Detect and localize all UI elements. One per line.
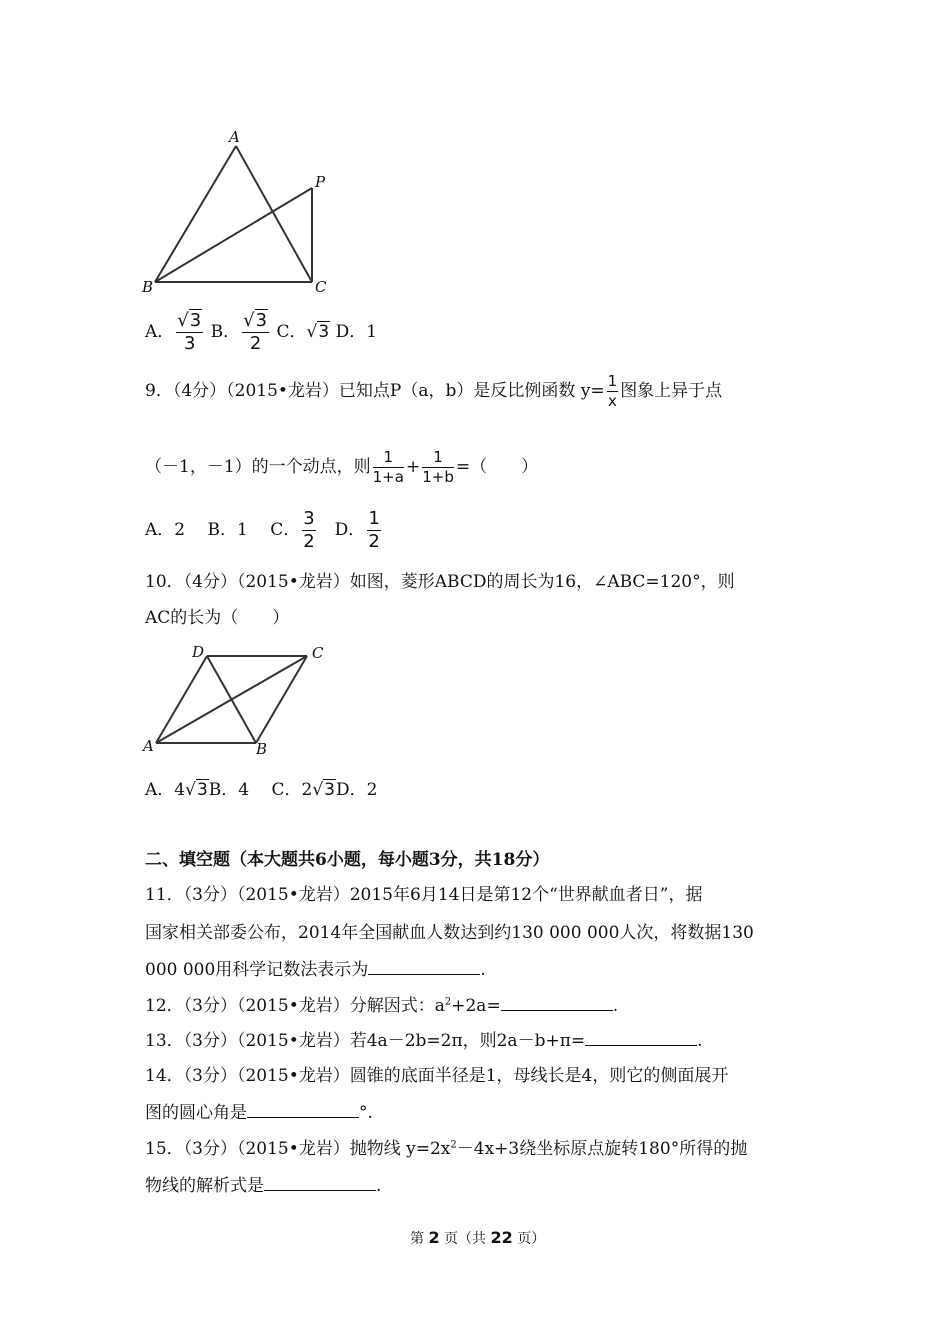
q14-line2 bbox=[145, 1098, 373, 1123]
q11-line2: 国家相关部委公布，2014年全国献血人数达到约130 000 000人次，将数据130 bbox=[145, 923, 754, 943]
q10-option-a: A．4 bbox=[145, 780, 186, 800]
q14-line1: 14．（3分）（2015•龙岩）圆锥的底面半径是1，母线长是4，则它的侧面展开 bbox=[145, 1066, 729, 1086]
total-page-count: 22 bbox=[490, 1228, 513, 1247]
q14-end: °. bbox=[359, 1103, 373, 1123]
vertex-label-p: P bbox=[315, 173, 326, 191]
q11-end: . bbox=[480, 960, 486, 980]
segment-cb bbox=[256, 656, 307, 743]
q9-line2-prefix: （－1，－1）的一个动点，则 bbox=[145, 457, 371, 477]
q9-text-suffix: 图象上异于点 bbox=[620, 381, 723, 401]
q12-text-suffix: +2a= bbox=[451, 996, 501, 1016]
q14-line2-text: 图的圆心角是 bbox=[145, 1103, 247, 1123]
q15-line2 bbox=[145, 1171, 381, 1196]
q9-options-abc: A．2 B．1 C． bbox=[145, 520, 301, 540]
q9-line1 bbox=[145, 374, 722, 409]
q9-function-fraction: $\frac{1}{x}$ bbox=[607, 372, 618, 410]
section-heading-fill-in: 二、填空题（本大题共6小题，每小题3分，共18分） bbox=[145, 850, 550, 870]
q9-option-d-label: D． bbox=[317, 520, 366, 540]
q13-end: . bbox=[697, 1031, 703, 1051]
current-page-number: 2 bbox=[428, 1228, 440, 1247]
q10-option-c-root: √3 bbox=[312, 780, 335, 800]
diagonal-db bbox=[207, 656, 256, 743]
q10-options-bc: B．4 C．2 bbox=[208, 780, 313, 800]
q11-line3 bbox=[145, 955, 486, 980]
q13-answer-blank[interactable] bbox=[585, 1029, 697, 1046]
q11-answer-blank[interactable] bbox=[368, 958, 480, 975]
q15-text: 15．（3分）（2015•龙岩）抛物线 y=2x bbox=[145, 1139, 451, 1159]
q9-line2 bbox=[145, 450, 538, 485]
vertex-label-c: C bbox=[312, 644, 324, 662]
q9-fraction-2: $\frac{1}{1+b}$ bbox=[422, 448, 454, 486]
q12-exponent: 2 bbox=[444, 996, 452, 1008]
q15-line2-text: 物线的解析式是 bbox=[145, 1176, 264, 1196]
q14-answer-blank[interactable] bbox=[247, 1101, 359, 1118]
q15-answer-blank[interactable] bbox=[264, 1174, 376, 1191]
vertex-label-d: D bbox=[192, 643, 205, 661]
q12-line bbox=[145, 991, 618, 1016]
q8-option-d-label: D． bbox=[335, 322, 367, 342]
triangle-figure-q8 bbox=[130, 120, 350, 300]
q12-end: . bbox=[612, 996, 619, 1016]
q9-options bbox=[145, 510, 383, 551]
q10-option-a-root: √3 bbox=[185, 780, 208, 800]
segment-ac bbox=[236, 146, 312, 282]
q8-option-a-label: A． bbox=[145, 322, 175, 342]
q10-line2: AC的长为（ ） bbox=[145, 608, 290, 628]
segment-ab bbox=[155, 146, 236, 282]
q8-option-c-label: C． bbox=[276, 322, 307, 342]
q10-option-d: D．2 bbox=[335, 780, 378, 800]
page-footer: 第 2 页（共 22 页） bbox=[410, 1228, 546, 1247]
segment-ad bbox=[156, 656, 207, 743]
vertex-label-b: B bbox=[256, 740, 268, 758]
rhombus-figure-q10 bbox=[135, 635, 335, 765]
q8-option-c-root: √3 bbox=[306, 322, 330, 342]
q9-option-d-fraction: $\frac{1}{2}$ bbox=[368, 508, 380, 552]
q15-line1 bbox=[145, 1134, 747, 1159]
q13-text: 13．（3分）（2015•龙岩）若4a－2b=2π，则2a－b+π= bbox=[145, 1031, 586, 1051]
q11-line1: 11．（3分）（2015•龙岩）2015年6月14日是第12个“世界献血者日”，据 bbox=[145, 885, 703, 905]
q11-line3-text: 000 000用科学记数法表示为 bbox=[145, 960, 369, 980]
vertex-label-c: C bbox=[315, 278, 327, 296]
q9-plus: + bbox=[405, 457, 421, 477]
q9-option-c-fraction: $\frac{3}{2}$ bbox=[303, 508, 315, 552]
q12-text: 12．（3分）（2015•龙岩）分解因式：a bbox=[145, 996, 445, 1016]
vertex-label-a: A bbox=[143, 737, 154, 755]
q9-fraction-1: $\frac{1}{1+a}$ bbox=[372, 448, 404, 486]
vertex-label-b: B bbox=[142, 278, 154, 296]
q10-line1: 10．（4分）（2015•龙岩）如图，菱形ABCD的周长为16，∠ABC=120°，则 bbox=[145, 572, 735, 592]
vertex-label-a: A bbox=[229, 128, 240, 146]
q15-text-suffix: －4x+3绕坐标原点旋转180°所得的抛 bbox=[456, 1139, 748, 1159]
q8-option-b-fraction: $\frac{√3}{2}$ bbox=[243, 310, 268, 354]
q8-option-a-fraction: $\frac{√3}{3}$ bbox=[177, 310, 202, 354]
q8-option-d-value: 1 bbox=[366, 322, 378, 342]
q10-options bbox=[145, 775, 377, 800]
q12-answer-blank[interactable] bbox=[501, 994, 613, 1011]
q9-text-prefix: 9．（4分）（2015•龙岩）已知点P（a，b）是反比例函数 y= bbox=[145, 381, 605, 401]
segment-bp bbox=[155, 188, 312, 282]
q13-line bbox=[145, 1026, 703, 1051]
q15-exponent: 2 bbox=[450, 1139, 457, 1151]
q8-option-b-label: B． bbox=[210, 322, 241, 342]
q9-line2-suffix: =（ ） bbox=[455, 457, 539, 477]
q15-end: . bbox=[376, 1176, 382, 1196]
q8-options bbox=[145, 312, 377, 353]
